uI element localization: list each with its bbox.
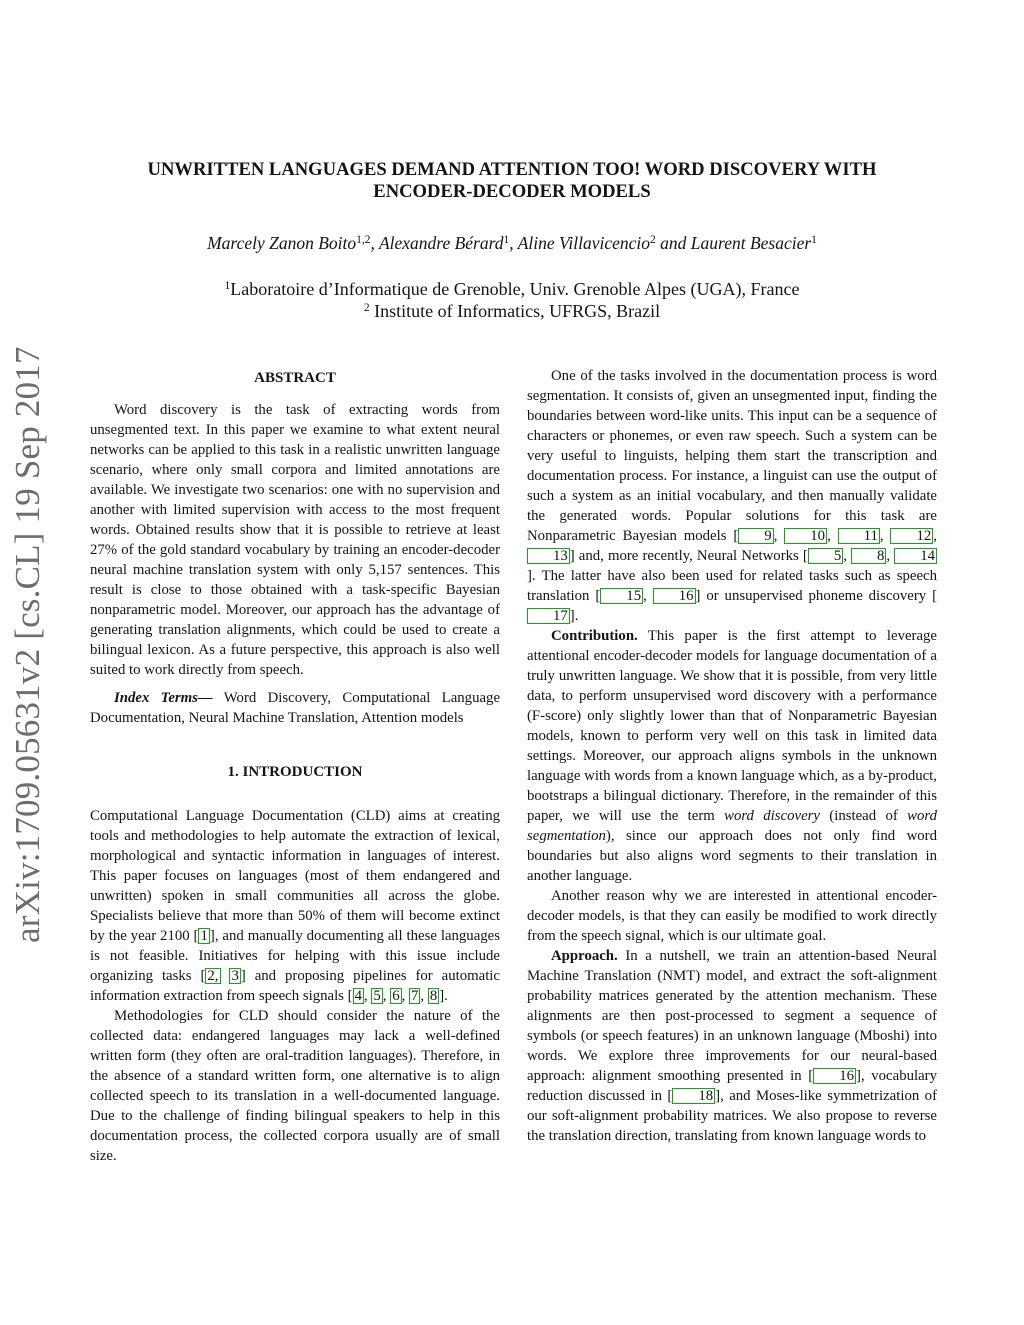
citation-link[interactable]: 10 [784,528,827,544]
author-name: Marcely Zanon Boito [207,233,357,253]
citation-separator: , [843,548,852,564]
citation-link[interactable]: 8 [851,548,886,564]
citation-separator: , [773,528,785,544]
citation-separator: , [879,528,891,544]
citation-separator: , [363,988,372,1004]
citation-link[interactable]: 6 [392,988,400,1004]
citation-separator: , [401,988,410,1004]
affiliation-sup: 2 [363,302,370,314]
author-name: Alexandre Bérard [378,233,504,253]
author-affil-sup: 1 [503,234,510,246]
text-run: In a nutshell, we train an attention-based Neural Machine Translation (NMT) model, and extract the soft-alignment probability matrices generated by the attention mechanism. These alignments are then post-processed to segment a sequence of symbols (or speech features) in an unknown language (Mboshi) into words. We explore three improvements for our neural-based approach: alignment smoothing presented in [ [527,948,937,1084]
citation-link[interactable]: 16 [653,588,696,604]
citation-link[interactable]: 3 [231,968,239,984]
left-column [90,366,500,1166]
citation-link[interactable]: 17 [527,608,570,624]
text-run: ] and, more recently, Neural Networks [ [569,548,808,564]
text-run: This paper is the first attempt to leverage attentional encoder-decoder models for language documentation of a truly unwritten language. We show that it is possible, from very little data, to perform unsupervised word discovery with a performance (F-score) only slightly lower than that of Nonparametric Bayesian models, known to perform very well on this task in limited data settings. Moreover, our approach aligns symbols in the unknown language with words from a known language which, as a by-product, bootstraps a bilingual dictionary. Therefore, in the remainder of this paper, we will use the term [527,628,937,824]
citation-link[interactable]: 14 [894,548,937,564]
text-run: ], and Moses-like symmetrization of our soft-alignment probability matrices. We also propose to reverse the translation direction, translating from known language words to [527,1088,937,1144]
citation-separator: , [827,528,838,544]
affiliation [100,278,924,300]
citation-link[interactable]: 13 [527,548,570,564]
text-run: ), since our approach does not only find word boundaries but also aligns word segments to their translation in another language. [527,828,937,884]
citation-link[interactable]: 12 [890,528,933,544]
text-run: Computational Language Documentation (CLD) aims at creating tools and methodologies to help automate the extraction of lexical, morphological and syntactic information in languages of interest. This paper focuses on languages (most of them endangered and unwritten) spoken in small communities all across the globe. Specialists believe that more than 50% of them will become extinct by the year 2100 [ [90,808,500,944]
affiliation-text: Laboratoire d’Informatique de Grenoble, Univ. Grenoble Alpes (UGA), France [230,279,800,299]
index-terms-label: Index Terms— [114,690,213,706]
emphasis-term: word segmentation [527,808,937,844]
author-separator: , [370,233,379,253]
author-list [100,232,924,254]
citation-link[interactable]: 16 [813,1068,856,1084]
author-affil-sup: 2 [650,234,656,246]
paper-title: UNWRITTEN LANGUAGES DEMAND ATTENTION TOO! WORD DISCOVERY WITH ENCODER-DECODER MODELS [147,159,877,202]
section-heading-introduction: 1. INTRODUCTION [227,764,363,780]
arxiv-stamp-text: arXiv:1709.05631v2 [cs.CL] 19 Sep 2017 [8,346,47,943]
citation-link[interactable]: 5 [373,988,381,1004]
citation-link[interactable]: 7 [411,988,419,1004]
right-column [527,366,937,1146]
citation-separator: , [382,988,391,1004]
arxiv-stamp [8,346,68,943]
citation-link[interactable]: 18 [672,1088,715,1104]
citation-link[interactable]: 11 [838,528,880,544]
author-affil-sup: 1 [811,234,817,246]
citation-separator: , [420,988,428,1004]
citation-link[interactable]: 1 [200,928,208,944]
author-name: Laurent Besacier [690,233,812,253]
affiliation-text: Institute of Informatics, UFRGS, Brazil [369,301,661,321]
approach-paragraph [527,946,937,1146]
index-terms [90,688,500,728]
abstract-heading: ABSTRACT [254,370,336,386]
emphasis-term: word discovery [724,808,820,824]
citation-link[interactable]: 9 [738,528,773,544]
abstract-body: Word discovery is the task of extracting words from unsegmented text. In this paper we examine to what extent neural networks can be applied to this task in a realistic unwritten language scenario, where only small corpora and limited annotations are available. We investigate two scenarios: one with no supervision and another with limited supervision with access to the most frequent words. Obtained results show that it is possible to retrieve at least 27% of the gold standard vocabulary by training an encoder-decoder neural machine translation system with only 5,157 sentences. This result is close to those obtained with a task-specific Bayesian nonparametric model. Moreover, our approach has the advantage of generating translation alignments, which could be used to create a bilingual lexicon. As a future perspective, this approach is also well suited to work directly from speech. [90,402,500,678]
contribution-paragraph [527,626,937,886]
text-run: One of the tasks involved in the documentation process is word segmentation. It consists of, given an unsegmented input, finding the boundaries between word-like units. This input can be a sequence of characters or phonemes, or even raw speech. Such a system can be very useful to linguists, helping them start the transcription and documentation process. For instance, a linguist can use the output of such a system as an initial vocabulary, and then manually validate the generated words. Popular solutions for this task are Nonparametric Bayesian models [ [527,368,937,544]
intro-paragraph-2: Methodologies for CLD should consider the nature of the collected data: endangered languages may lack a well-defined written form (they often are oral-tradition languages). Therefore, in the absence of a standard written form, one alternative is to align collected speech to its translation in a well-documented language. Due to the challenge of finding bilingual speakers to help in this documentation process, the collected corpora usually are of small size. [90,1008,500,1164]
author-separator: and [655,233,691,253]
author-name: Aline Villavicencio [517,233,651,253]
citation-link[interactable]: 5 [808,548,843,564]
citation-separator: , [933,528,937,544]
citation-separator: , [886,548,895,564]
affiliation-sup: 1 [224,280,231,292]
intro-paragraph-5: Another reason why we are interested in attentional encoder-decoder models, is that they can easily be modified to work directly from the speech signal, which is our ultimate goal. [527,888,937,944]
affiliation [100,300,924,322]
index-terms-text: Word Discovery, Computational Language Documentation, Neural Machine Translation, Attention models [90,690,501,726]
citation-link[interactable]: 4 [354,988,362,1004]
author-separator: , [509,233,518,253]
intro-paragraph-1 [90,806,500,1006]
citation-link[interactable]: 2, [207,968,219,984]
text-run: ]. [569,608,579,624]
intro-paragraph-3 [527,366,937,626]
affiliations [100,278,924,322]
approach-label: Approach. [551,948,618,964]
author-affil-sup: 1,2 [356,234,371,246]
text-run: ]. [439,988,448,1004]
contribution-label: Contribution. [551,628,638,644]
citation-separator: , [643,588,653,604]
text-run: ]. The latter have also been used for related tasks such as speech translation [ [527,568,937,604]
text-run: ] or unsupervised phoneme discovery [ [695,588,938,604]
citation-link[interactable]: 8 [429,988,438,1004]
text-run: ], vocabulary reduction discussed in [ [527,1068,937,1104]
text-run: ] and proposing pipelines for automatic information extraction from speech signals [ [90,968,500,1004]
text-run: (instead of [819,808,908,824]
citation-link[interactable]: 15 [600,588,643,604]
text-run: ], and manually documenting all these languages is not feasible. Initiatives for helping with this issue include organizing tasks [ [90,928,500,984]
